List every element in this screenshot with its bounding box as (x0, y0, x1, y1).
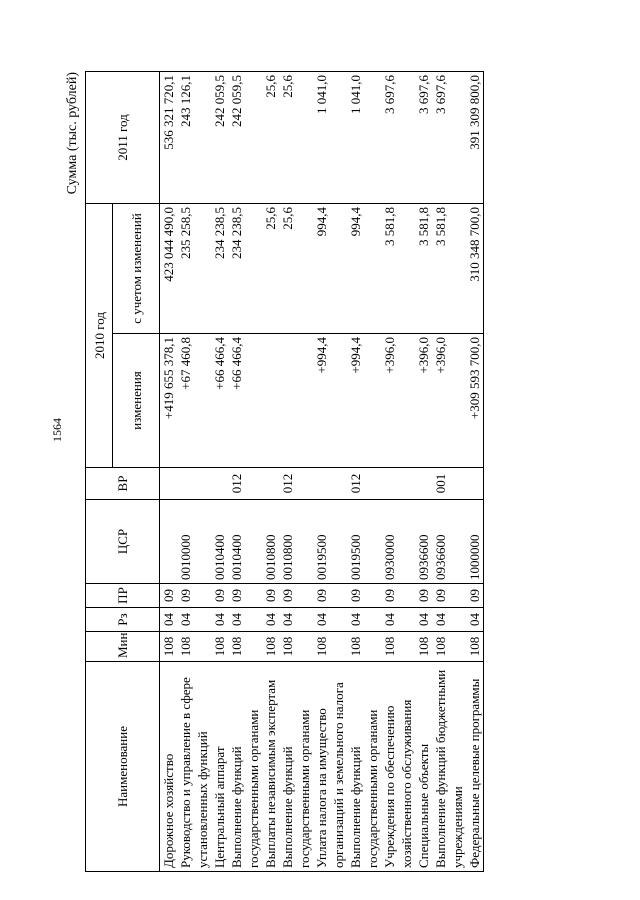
cell-min: 108 (415, 632, 432, 662)
cell-csr: 1000000 (466, 500, 484, 584)
cell-min: 108 (228, 632, 262, 662)
cell-vr (466, 468, 484, 500)
cell-min: 108 (381, 632, 415, 662)
cell-with-changes: 994,4 (347, 204, 381, 334)
cell-pr: 09 (279, 584, 313, 608)
cell-pr: 09 (262, 584, 279, 608)
cell-min: 108 (347, 632, 381, 662)
cell-with-changes: 25,6 (279, 204, 313, 334)
cell-with-changes: 3 581,8 (432, 204, 466, 334)
cell-name: Выполнение функций бюджетными учреждениями (432, 662, 466, 872)
header-csr: ЦСР (86, 500, 160, 584)
cell-with-changes: 234 238,5 (228, 204, 262, 334)
table-row (228, 72, 262, 872)
rotated-page-content (65, 32, 640, 872)
cell-changes (279, 334, 313, 468)
cell-rz: 04 (211, 608, 228, 632)
table-row (160, 72, 178, 872)
table-row (432, 72, 466, 872)
cell-2011: 243 126,1 (177, 72, 211, 204)
cell-with-changes: 235 258,5 (177, 204, 211, 334)
cell-with-changes: 3 581,8 (381, 204, 415, 334)
table-row (279, 72, 313, 872)
cell-changes: +994,4 (347, 334, 381, 468)
cell-csr: 0019500 (313, 500, 347, 584)
header-changes: изменения (113, 334, 160, 468)
cell-name: Учреждения по обеспечению хозяйственного обслуживания (381, 662, 415, 872)
cell-2011: 3 697,6 (432, 72, 466, 204)
cell-name: Уплата налога на имущество организаций и земельного налога (313, 662, 347, 872)
cell-with-changes: 994,4 (313, 204, 347, 334)
unit-caption: Сумма (тыс. рублей) (65, 72, 80, 195)
cell-with-changes: 310 348 700,0 (466, 204, 484, 334)
cell-pr: 09 (466, 584, 484, 608)
cell-min: 108 (160, 632, 178, 662)
page-number: 1564 (50, 418, 64, 442)
cell-vr: 012 (347, 468, 381, 500)
table-header (86, 72, 160, 872)
cell-pr: 09 (228, 584, 262, 608)
cell-csr: 0936600 (415, 500, 432, 584)
cell-pr: 09 (160, 584, 178, 608)
cell-csr: 0019500 (347, 500, 381, 584)
cell-with-changes: 25,6 (262, 204, 279, 334)
cell-with-changes: 423 044 490,0 (160, 204, 178, 334)
cell-rz: 04 (177, 608, 211, 632)
cell-2011: 1 041,0 (347, 72, 381, 204)
cell-min: 108 (262, 632, 279, 662)
cell-csr: 0936600 (432, 500, 466, 584)
cell-pr: 09 (211, 584, 228, 608)
header-name: Наименование (86, 662, 160, 872)
cell-name: Руководство и управление в сфере установленных функций (177, 662, 211, 872)
cell-vr (381, 468, 415, 500)
cell-min: 108 (313, 632, 347, 662)
cell-name: Выполнение функций государственными органами (279, 662, 313, 872)
cell-changes: +67 460,8 (177, 334, 211, 468)
cell-csr: 0010400 (228, 500, 262, 584)
cell-csr (160, 500, 178, 584)
cell-changes: +66 466,4 (211, 334, 228, 468)
cell-changes: +396,0 (432, 334, 466, 468)
cell-name: Дорожное хозяйство (160, 662, 178, 872)
cell-changes: +994,4 (313, 334, 347, 468)
cell-2011: 25,6 (279, 72, 313, 204)
cell-changes (262, 334, 279, 468)
cell-pr: 09 (415, 584, 432, 608)
cell-2011: 3 697,6 (415, 72, 432, 204)
cell-pr: 09 (177, 584, 211, 608)
header-rz: Рз (86, 608, 160, 632)
cell-vr (211, 468, 228, 500)
cell-vr (262, 468, 279, 500)
header-with-changes: с учетом изменений (113, 204, 160, 334)
table-row (211, 72, 228, 872)
cell-csr: 0010400 (211, 500, 228, 584)
cell-pr: 09 (347, 584, 381, 608)
cell-2011: 1 041,0 (313, 72, 347, 204)
table-body (160, 72, 484, 872)
cell-rz: 04 (415, 608, 432, 632)
cell-2011: 25,6 (262, 72, 279, 204)
cell-csr: 0930000 (381, 500, 415, 584)
cell-csr: 0010800 (262, 500, 279, 584)
table-row (466, 72, 484, 872)
cell-name: Специальные объекты (415, 662, 432, 872)
budget-table (85, 71, 484, 872)
cell-vr (313, 468, 347, 500)
cell-vr (415, 468, 432, 500)
table-row (313, 72, 347, 872)
cell-name: Выполнение функций государственными органами (347, 662, 381, 872)
cell-rz: 04 (160, 608, 178, 632)
table-row (177, 72, 211, 872)
cell-changes: +309 593 700,0 (466, 334, 484, 468)
cell-changes: +66 466,4 (228, 334, 262, 468)
cell-vr: 012 (279, 468, 313, 500)
table-row (381, 72, 415, 872)
cell-vr (160, 468, 178, 500)
cell-with-changes: 3 581,8 (415, 204, 432, 334)
cell-changes: +396,0 (381, 334, 415, 468)
header-year-2010: 2010 год (86, 204, 113, 468)
cell-2011: 242 059,5 (211, 72, 228, 204)
cell-2011: 391 309 800,0 (466, 72, 484, 204)
cell-name: Федеральные целевые программы (466, 662, 484, 872)
cell-name: Выплаты независимым экспертам (262, 662, 279, 872)
cell-rz: 04 (347, 608, 381, 632)
cell-rz: 04 (432, 608, 466, 632)
cell-min: 108 (466, 632, 484, 662)
cell-name: Выполнение функций государственными органами (228, 662, 262, 872)
cell-2011: 3 697,6 (381, 72, 415, 204)
cell-min: 108 (177, 632, 211, 662)
table-row (262, 72, 279, 872)
cell-min: 108 (432, 632, 466, 662)
cell-vr (177, 468, 211, 500)
cell-with-changes: 234 238,5 (211, 204, 228, 334)
cell-pr: 09 (432, 584, 466, 608)
cell-changes: +396,0 (415, 334, 432, 468)
cell-rz: 04 (313, 608, 347, 632)
cell-changes: +419 655 378,1 (160, 334, 178, 468)
cell-min: 108 (279, 632, 313, 662)
cell-rz: 04 (279, 608, 313, 632)
cell-min: 108 (211, 632, 228, 662)
cell-vr: 012 (228, 468, 262, 500)
cell-rz: 04 (381, 608, 415, 632)
cell-pr: 09 (381, 584, 415, 608)
cell-name: Центральный аппарат (211, 662, 228, 872)
header-year-2011: 2011 год (86, 72, 160, 204)
header-min: Мин (86, 632, 160, 662)
cell-vr: 001 (432, 468, 466, 500)
cell-pr: 09 (313, 584, 347, 608)
table-row (415, 72, 432, 872)
cell-rz: 04 (228, 608, 262, 632)
header-pr: ПР (86, 584, 160, 608)
cell-rz: 04 (466, 608, 484, 632)
cell-csr: 0010800 (279, 500, 313, 584)
header-vr: ВР (86, 468, 160, 500)
cell-2011: 536 321 720,1 (160, 72, 178, 204)
cell-rz: 04 (262, 608, 279, 632)
table-row (347, 72, 381, 872)
cell-2011: 242 059,5 (228, 72, 262, 204)
cell-csr: 0010000 (177, 500, 211, 584)
